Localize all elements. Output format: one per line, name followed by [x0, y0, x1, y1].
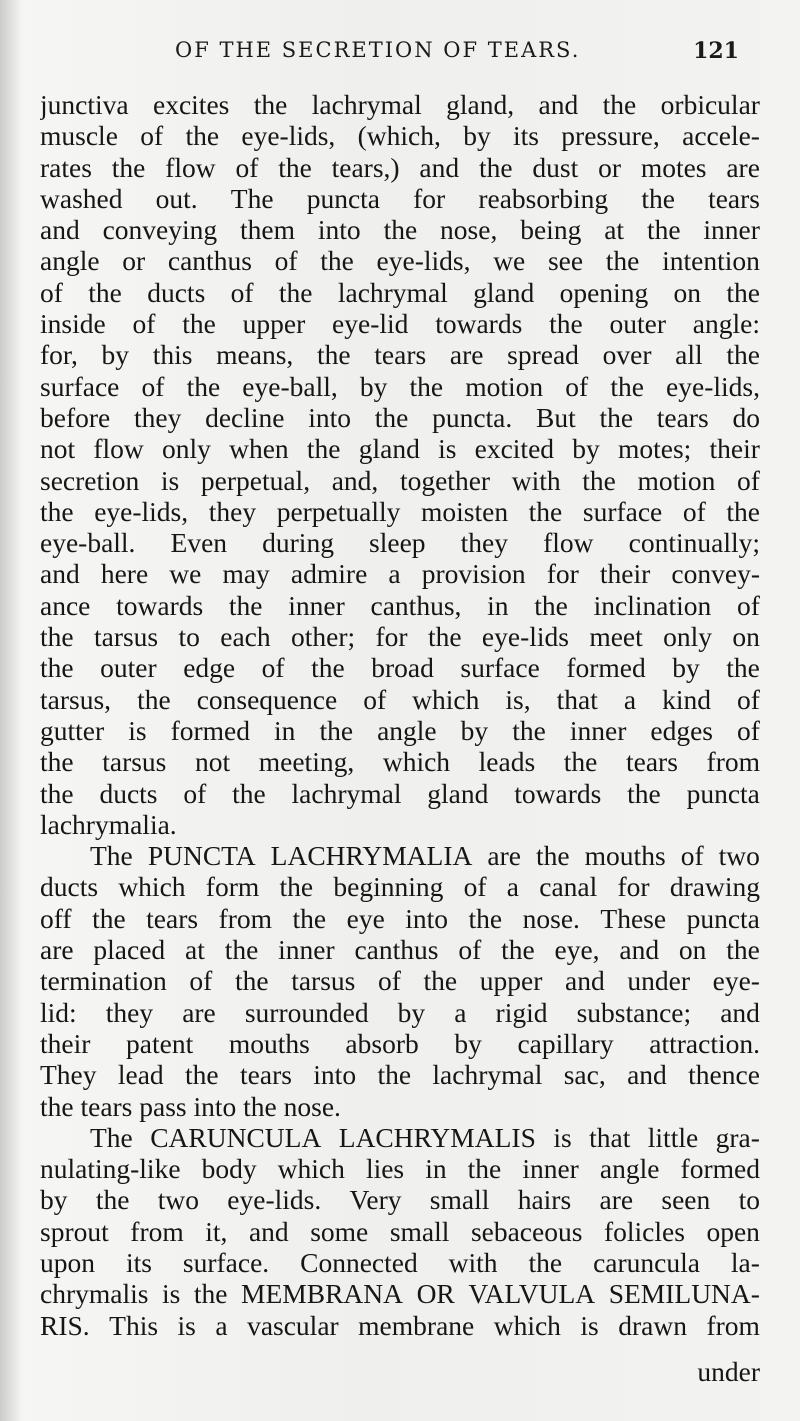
text-line: termination of the tarsus of the upper and under eye-	[40, 965, 760, 997]
body-text	[40, 89, 760, 1341]
text-line: They lead the tears into the lachrymal sac, and thence	[40, 1059, 760, 1091]
running-head: OF THE SECRETION OF TEARS.	[175, 38, 581, 62]
text-line: lid: they are surrounded by a rigid substance; and	[40, 996, 760, 1028]
text-line: for, by this means, the tears are spread over all the	[40, 339, 760, 371]
text-line: lachrymalia.	[40, 808, 177, 840]
text-line: and conveying them into the nose, being at the inner	[40, 214, 760, 246]
text-line: ance towards the inner canthus, in the inclination of	[40, 589, 760, 621]
text-line: before they decline into the puncta. But the tears do	[40, 401, 760, 433]
text-line: junctiva excites the lachrymal gland, and the orbicular	[40, 89, 760, 120]
page-gutter-shadow	[0, 0, 22, 1421]
catchword: under	[697, 1356, 760, 1387]
text-line: surface of the eye-ball, by the motion of the eye-lids,	[40, 370, 760, 402]
text-line: are placed at the inner canthus of the eye, and on the	[40, 934, 760, 966]
text-line: chrymalis is the MEMBRANA OR VALVULA SEMILUNA-	[40, 1278, 760, 1310]
text-line: The PUNCTA LACHRYMALIA are the mouths of two	[90, 840, 760, 872]
text-line: not flow only when the gland is excited by motes; their	[40, 433, 760, 465]
text-line: The CARUNCULA LACHRYMALIS is that little gra-	[90, 1121, 760, 1153]
text-line: upon its surface. Connected with the caruncula la-	[40, 1246, 760, 1278]
text-line: ducts which form the beginning of a canal for drawing	[40, 871, 760, 903]
text-line: the tears pass into the nose.	[40, 1090, 341, 1122]
text-line: secretion is perpetual, and, together with the motion of	[40, 464, 760, 496]
text-line: off the tears from the eye into the nose. These puncta	[40, 902, 760, 934]
text-line: nulating-like body which lies in the inner angle formed	[40, 1153, 760, 1185]
text-line: the ducts of the lachrymal gland towards the puncta	[40, 777, 760, 809]
text-line: the tarsus to each other; for the eye-lids meet only on	[40, 621, 760, 653]
text-line: the tarsus not meeting, which leads the tears from	[40, 746, 760, 778]
page-header	[0, 38, 800, 66]
text-line: gutter is formed in the angle by the inner edges of	[40, 714, 760, 746]
text-line: the eye-lids, they perpetually moisten the surface of the	[40, 495, 760, 527]
text-line: washed out. The puncta for reabsorbing the tears	[40, 182, 760, 214]
text-line: of the ducts of the lachrymal gland opening on the	[40, 276, 760, 308]
text-line: by the two eye-lids. Very small hairs are seen to	[40, 1184, 760, 1216]
text-line: eye-ball. Even during sleep they flow continually;	[40, 527, 760, 559]
page-number: 121	[693, 38, 739, 64]
text-line: their patent mouths absorb by capillary attraction.	[40, 1027, 760, 1059]
text-line: muscle of the eye-lids, (which, by its pressure, accele-	[40, 120, 760, 152]
text-line: sprout from it, and some small sebaceous folicles open	[40, 1215, 760, 1247]
text-line: inside of the upper eye-lid towards the outer angle:	[40, 308, 760, 340]
text-line: tarsus, the consequence of which is, that a kind of	[40, 683, 760, 715]
text-line: RIS. This is a vascular membrane which is drawn from	[40, 1309, 760, 1341]
text-line: angle or canthus of the eye-lids, we see the intention	[40, 245, 760, 277]
text-line: the outer edge of the broad surface formed by the	[40, 652, 760, 684]
text-line: and here we may admire a provision for their convey-	[40, 558, 760, 590]
text-line: rates the flow of the tears,) and the dust or motes are	[40, 151, 760, 183]
